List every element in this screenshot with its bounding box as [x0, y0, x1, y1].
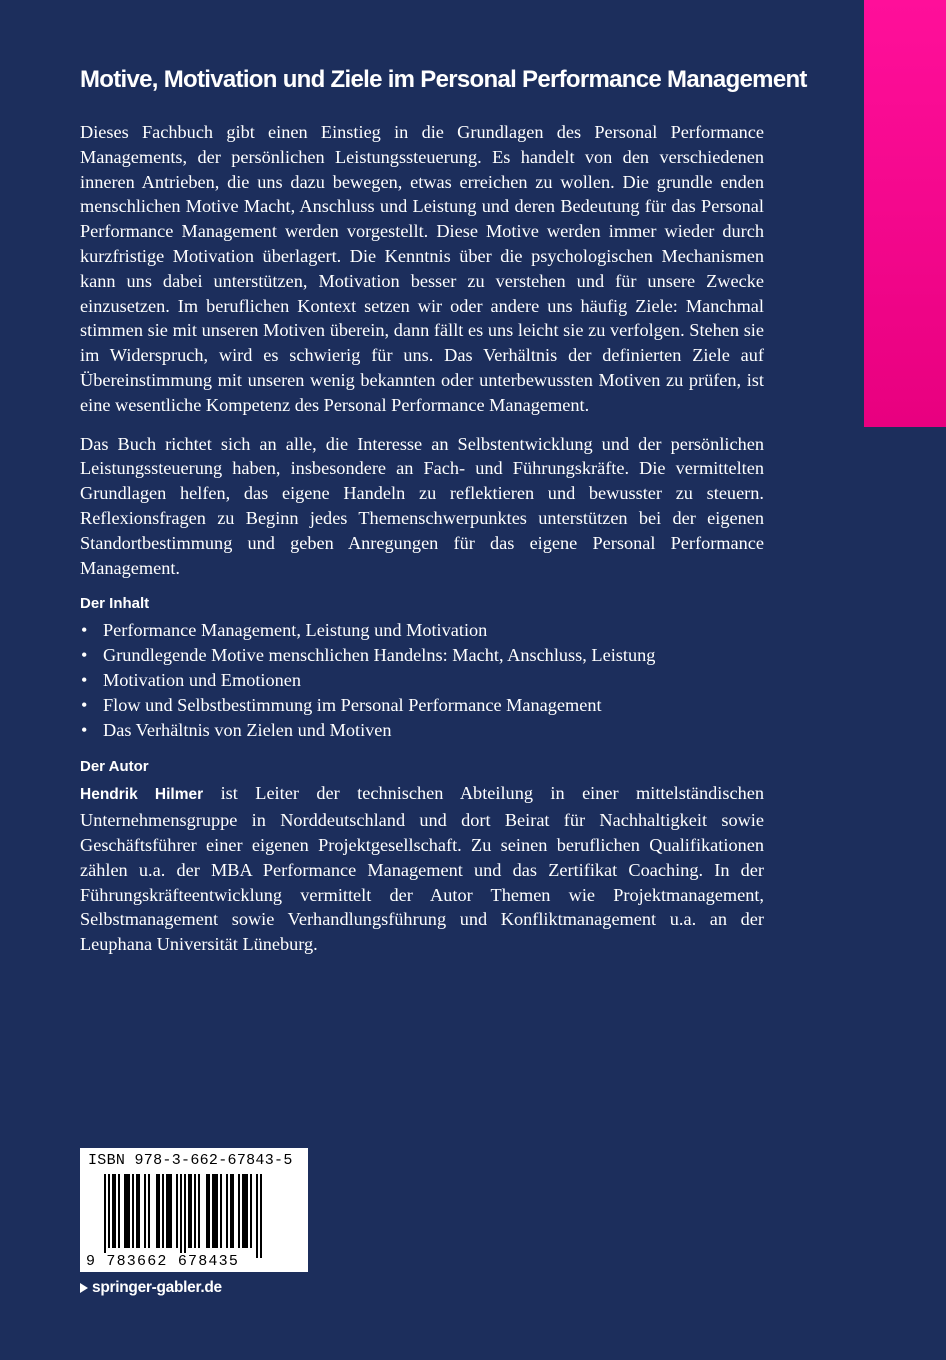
barcode-bar — [242, 1174, 248, 1248]
list-item: • Performance Management, Leistung und Motivation — [80, 618, 764, 643]
publisher-website[interactable] — [80, 1279, 222, 1297]
barcode-bar — [144, 1174, 146, 1248]
barcode-bar — [198, 1174, 200, 1248]
barcode-bar — [194, 1174, 196, 1248]
barcode-bar — [132, 1174, 134, 1248]
barcode-bar — [104, 1174, 106, 1258]
ean-digits: 9 783662 678435 — [86, 1253, 240, 1270]
website-label: springer-gabler.de — [92, 1279, 222, 1296]
barcode-bar — [226, 1174, 228, 1248]
description-paragraph-2: Das Buch richtet sich an alle, die Interesse an Selbstentwicklung und der persönlichen Leistungssteuerung haben, insbesondere an Fach- und Führungskräfte. Die vermittelten Grundlagen helfen, das eigene Handeln zu reflektieren und bewusster zu steuern. Reflexionsfragen zu Beginn jedes Themenschwerpunktes unterstützen bei der eigenen Standortbestimmung und geben Anregungen für das eigene Personal Performance Management. — [80, 433, 764, 578]
barcode-bar — [230, 1174, 234, 1248]
list-item: • Grundlegende Motive menschlichen Handelns: Macht, Anschluss, Leistung — [80, 643, 764, 668]
list-item: • Motivation und Emotionen — [80, 668, 764, 693]
barcode-bar — [212, 1174, 218, 1248]
barcode-bar — [124, 1174, 130, 1248]
barcode-bar — [176, 1174, 178, 1248]
back-cover-text — [80, 64, 807, 971]
barcode-bar — [156, 1174, 160, 1248]
barcode-bar — [108, 1174, 110, 1248]
barcode-bar — [118, 1174, 120, 1248]
barcode-bar — [238, 1174, 240, 1248]
author-heading: Der Autor — [80, 758, 149, 776]
barcode-bar — [256, 1174, 258, 1258]
barcode-bar — [250, 1174, 252, 1248]
barcode-bars — [88, 1174, 300, 1256]
barcode-bar — [220, 1174, 222, 1248]
contents-heading: Der Inhalt — [80, 595, 150, 613]
accent-bar — [864, 0, 946, 427]
barcode-bar — [260, 1174, 262, 1258]
contents-list — [80, 618, 764, 743]
barcode-bar — [136, 1174, 140, 1248]
list-item: • Das Verhältnis von Zielen und Motiven — [80, 718, 764, 743]
barcode-bar — [180, 1174, 182, 1258]
arrow-right-icon — [80, 1283, 88, 1293]
barcode-bar — [112, 1174, 116, 1248]
description-paragraph-1: Dieses Fachbuch gibt einen Einstieg in die Grundlagen des Personal Performance Managements, der persönlichen Leistungssteuerung. Es handelt von den verschiedenen inneren Antrieben, die uns dazu bewegen, etwas erreichen zu wollen. Die grundle enden menschlichen Motive Macht, Anschluss und Leistung und deren Bedeutung für das Personal Performance Management werden vorgestellt. Diese Motive werden immer wieder durch kurzfristige Motivation überlagert. Die Kenntnis über die psychologischen Mechanismen kann uns dabei unterstützen, Motivation besser zu verstehen und für unsere Zwecke einzusetzen. Im beruflichen Kontext setzen wir oder andere uns häufig Ziele: Manchmal stimmen sie mit unseren Motiven überein, dann fällt es uns leicht sie zu verfolgen. Stehen sie im Widerspruch, wird es schwierig für uns. Das Verhältnis der definierten Ziele auf Übereinstimmung mit unseren wenig bekannten oder unterbewussten Motiven zu prüfen, ist eine wesentliche Kompetenz des Personal Performance Management. — [80, 122, 764, 415]
author-bio — [80, 781, 764, 957]
barcode-bar — [188, 1174, 192, 1248]
isbn-label: ISBN 978-3-662-67843-5 — [88, 1152, 293, 1169]
list-item: • Flow und Selbstbestimmung im Personal Performance Management — [80, 693, 764, 718]
book-title: Motive, Motivation und Ziele im Personal Performance Management — [80, 66, 807, 93]
isbn-barcode — [80, 1148, 308, 1272]
barcode-bar — [206, 1174, 210, 1248]
barcode-bar — [162, 1174, 164, 1248]
barcode-bar — [184, 1174, 186, 1258]
barcode-bar — [166, 1174, 172, 1248]
author-name: Hendrik Hilmer — [80, 786, 204, 804]
barcode-bar — [148, 1174, 150, 1248]
author-bio-text: ist Leiter der technischen Abteilung in einer mittelständischen Unternehmensgruppe in Norddeutschland und dort Beirat für Nachhaltigkeit sowie Geschäftsführer einer eigenen Projektgesellschaft. Zu seinen beruflichen Qualifikationen zählen u.a. der MBA Performance Management und das Zertifikat Coaching. In der Führungskräfteentwicklung vermittelt der Autor Themen wie Projektmanagement, Selbstmanagement sowie Verhandlungsführung und Konfliktmanagement u.a. an der Leuphana Universität Lüneburg. — [80, 783, 764, 955]
